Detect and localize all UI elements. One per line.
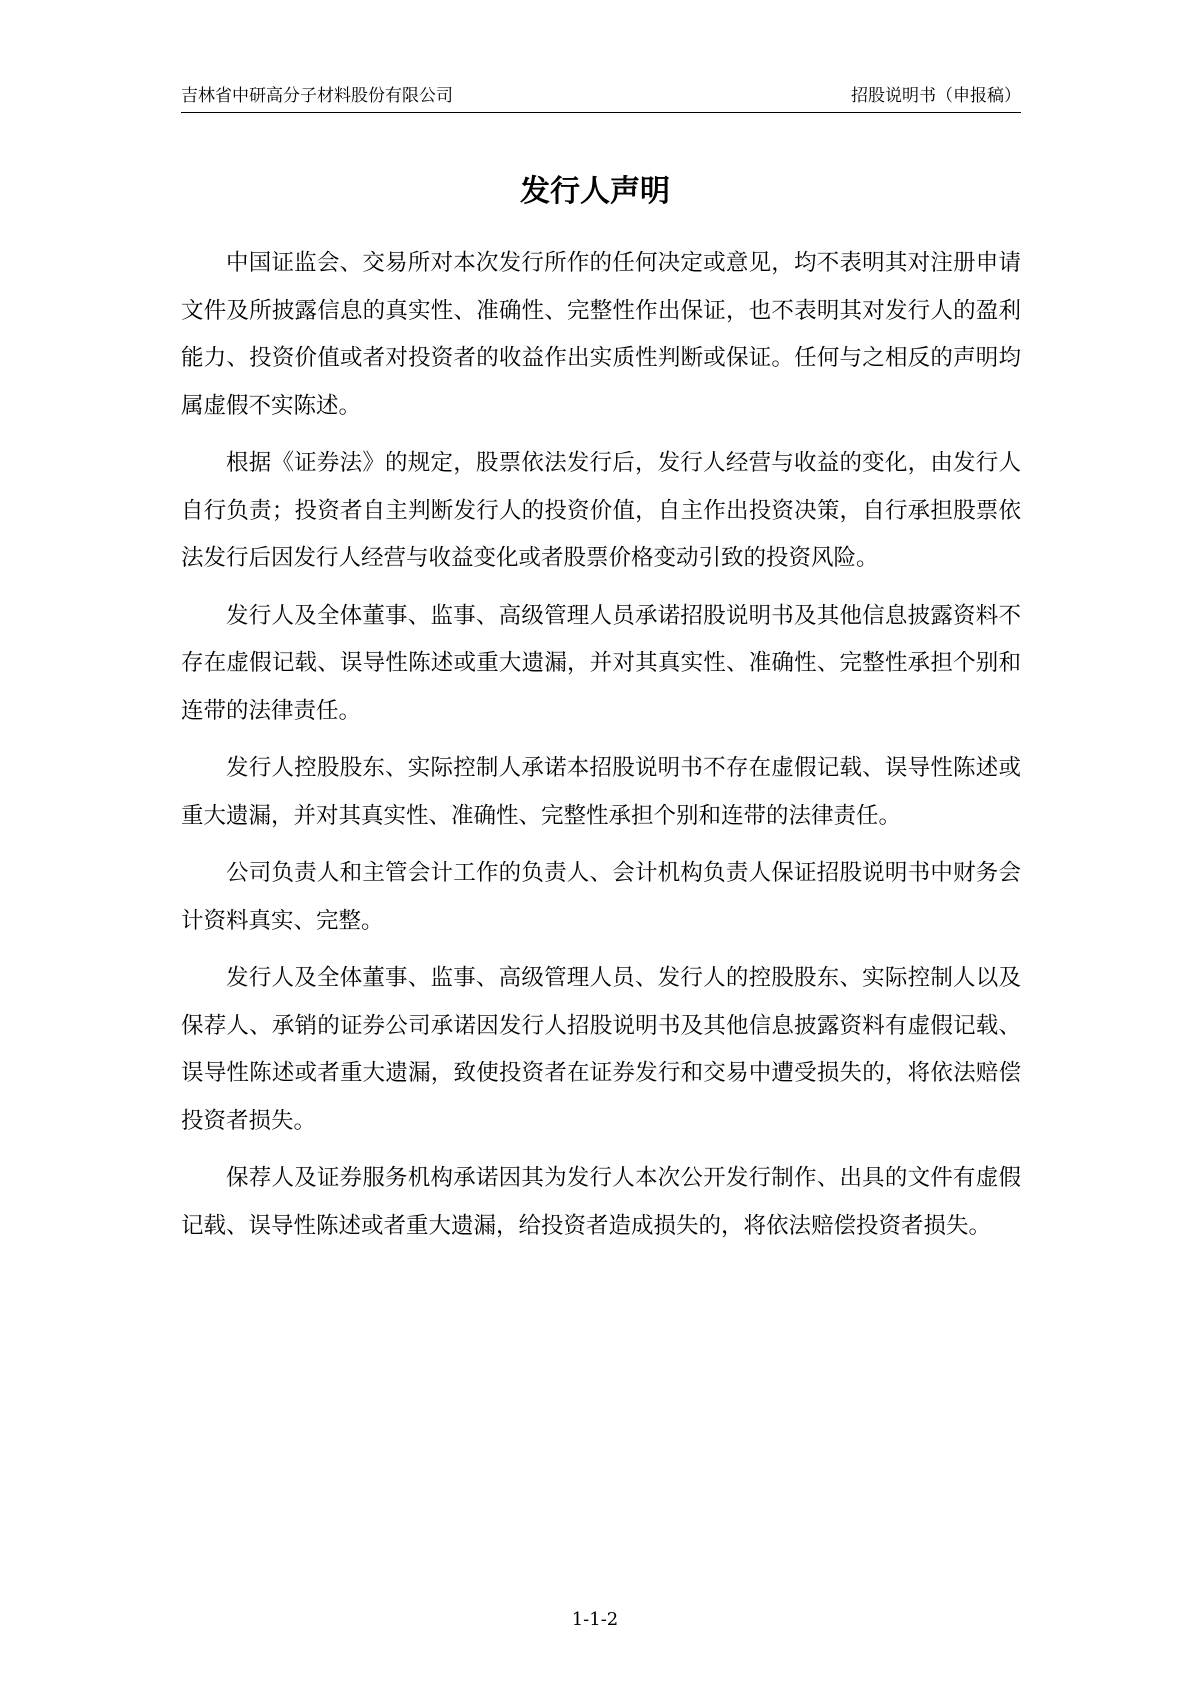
paragraph-securities-law: 根据《证券法》的规定，股票依法发行后，发行人经营与收益的变化，由发行人自行负责；投资者自主判断发行人的投资价值，自主作出投资决策，自行承担股票依法发行后因发行人经营与收益变化或者股票价格变动引致的投资风险。 [181,450,1021,571]
page-title: 发行人声明 [520,174,670,209]
paragraph-sponsor-commitment: 保荐人及证券服务机构承诺因其为发行人本次公开发行制作、出具的文件有虚假记载、误导性陈述或者重大遗漏，给投资者造成损失的，将依法赔偿投资者损失。 [181,1165,1021,1239]
paragraph-board-commitment: 发行人及全体董事、监事、高级管理人员承诺招股说明书及其他信息披露资料不存在虚假记载、误导性陈述或重大遗漏，并对其真实性、准确性、完整性承担个别和连带的法律责任。 [181,602,1021,724]
page-header [181,82,1021,113]
paragraph-csrc-disclaimer: 中国证监会、交易所对本次发行所作的任何决定或意见，均不表明其对注册申请文件及所披露信息的真实性、准确性、完整性作出保证，也不表明其对发行人的盈利能力、投资价值或者对投资者的收益作出实质性判断或保证。任何与之相反的声明均属虚假不实陈述。 [181,250,1021,419]
paragraph-controller-commitment: 发行人控股股东、实际控制人承诺本招股说明书不存在虚假记载、误导性陈述或重大遗漏，并对其真实性、准确性、完整性承担个别和连带的法律责任。 [181,755,1021,829]
declaration-body [181,240,1021,1260]
header-document-type: 招股说明书（申报稿） [851,86,1021,106]
paragraph-compensation-commitment: 发行人及全体董事、监事、高级管理人员、发行人的控股股东、实际控制人以及保荐人、承销的证券公司承诺因发行人招股说明书及其他信息披露资料有虚假记载、误导性陈述或者重大遗漏，致使投资者在证券发行和交易中遭受损失的，将依法赔偿投资者损失。 [181,965,1021,1134]
page-number: 1-1-2 [571,1609,619,1630]
header-company-name: 吉林省中研高分子材料股份有限公司 [181,86,453,106]
paragraph-financial-guarantee: 公司负责人和主管会计工作的负责人、会计机构负责人保证招股说明书中财务会计资料真实、完整。 [181,860,1021,934]
